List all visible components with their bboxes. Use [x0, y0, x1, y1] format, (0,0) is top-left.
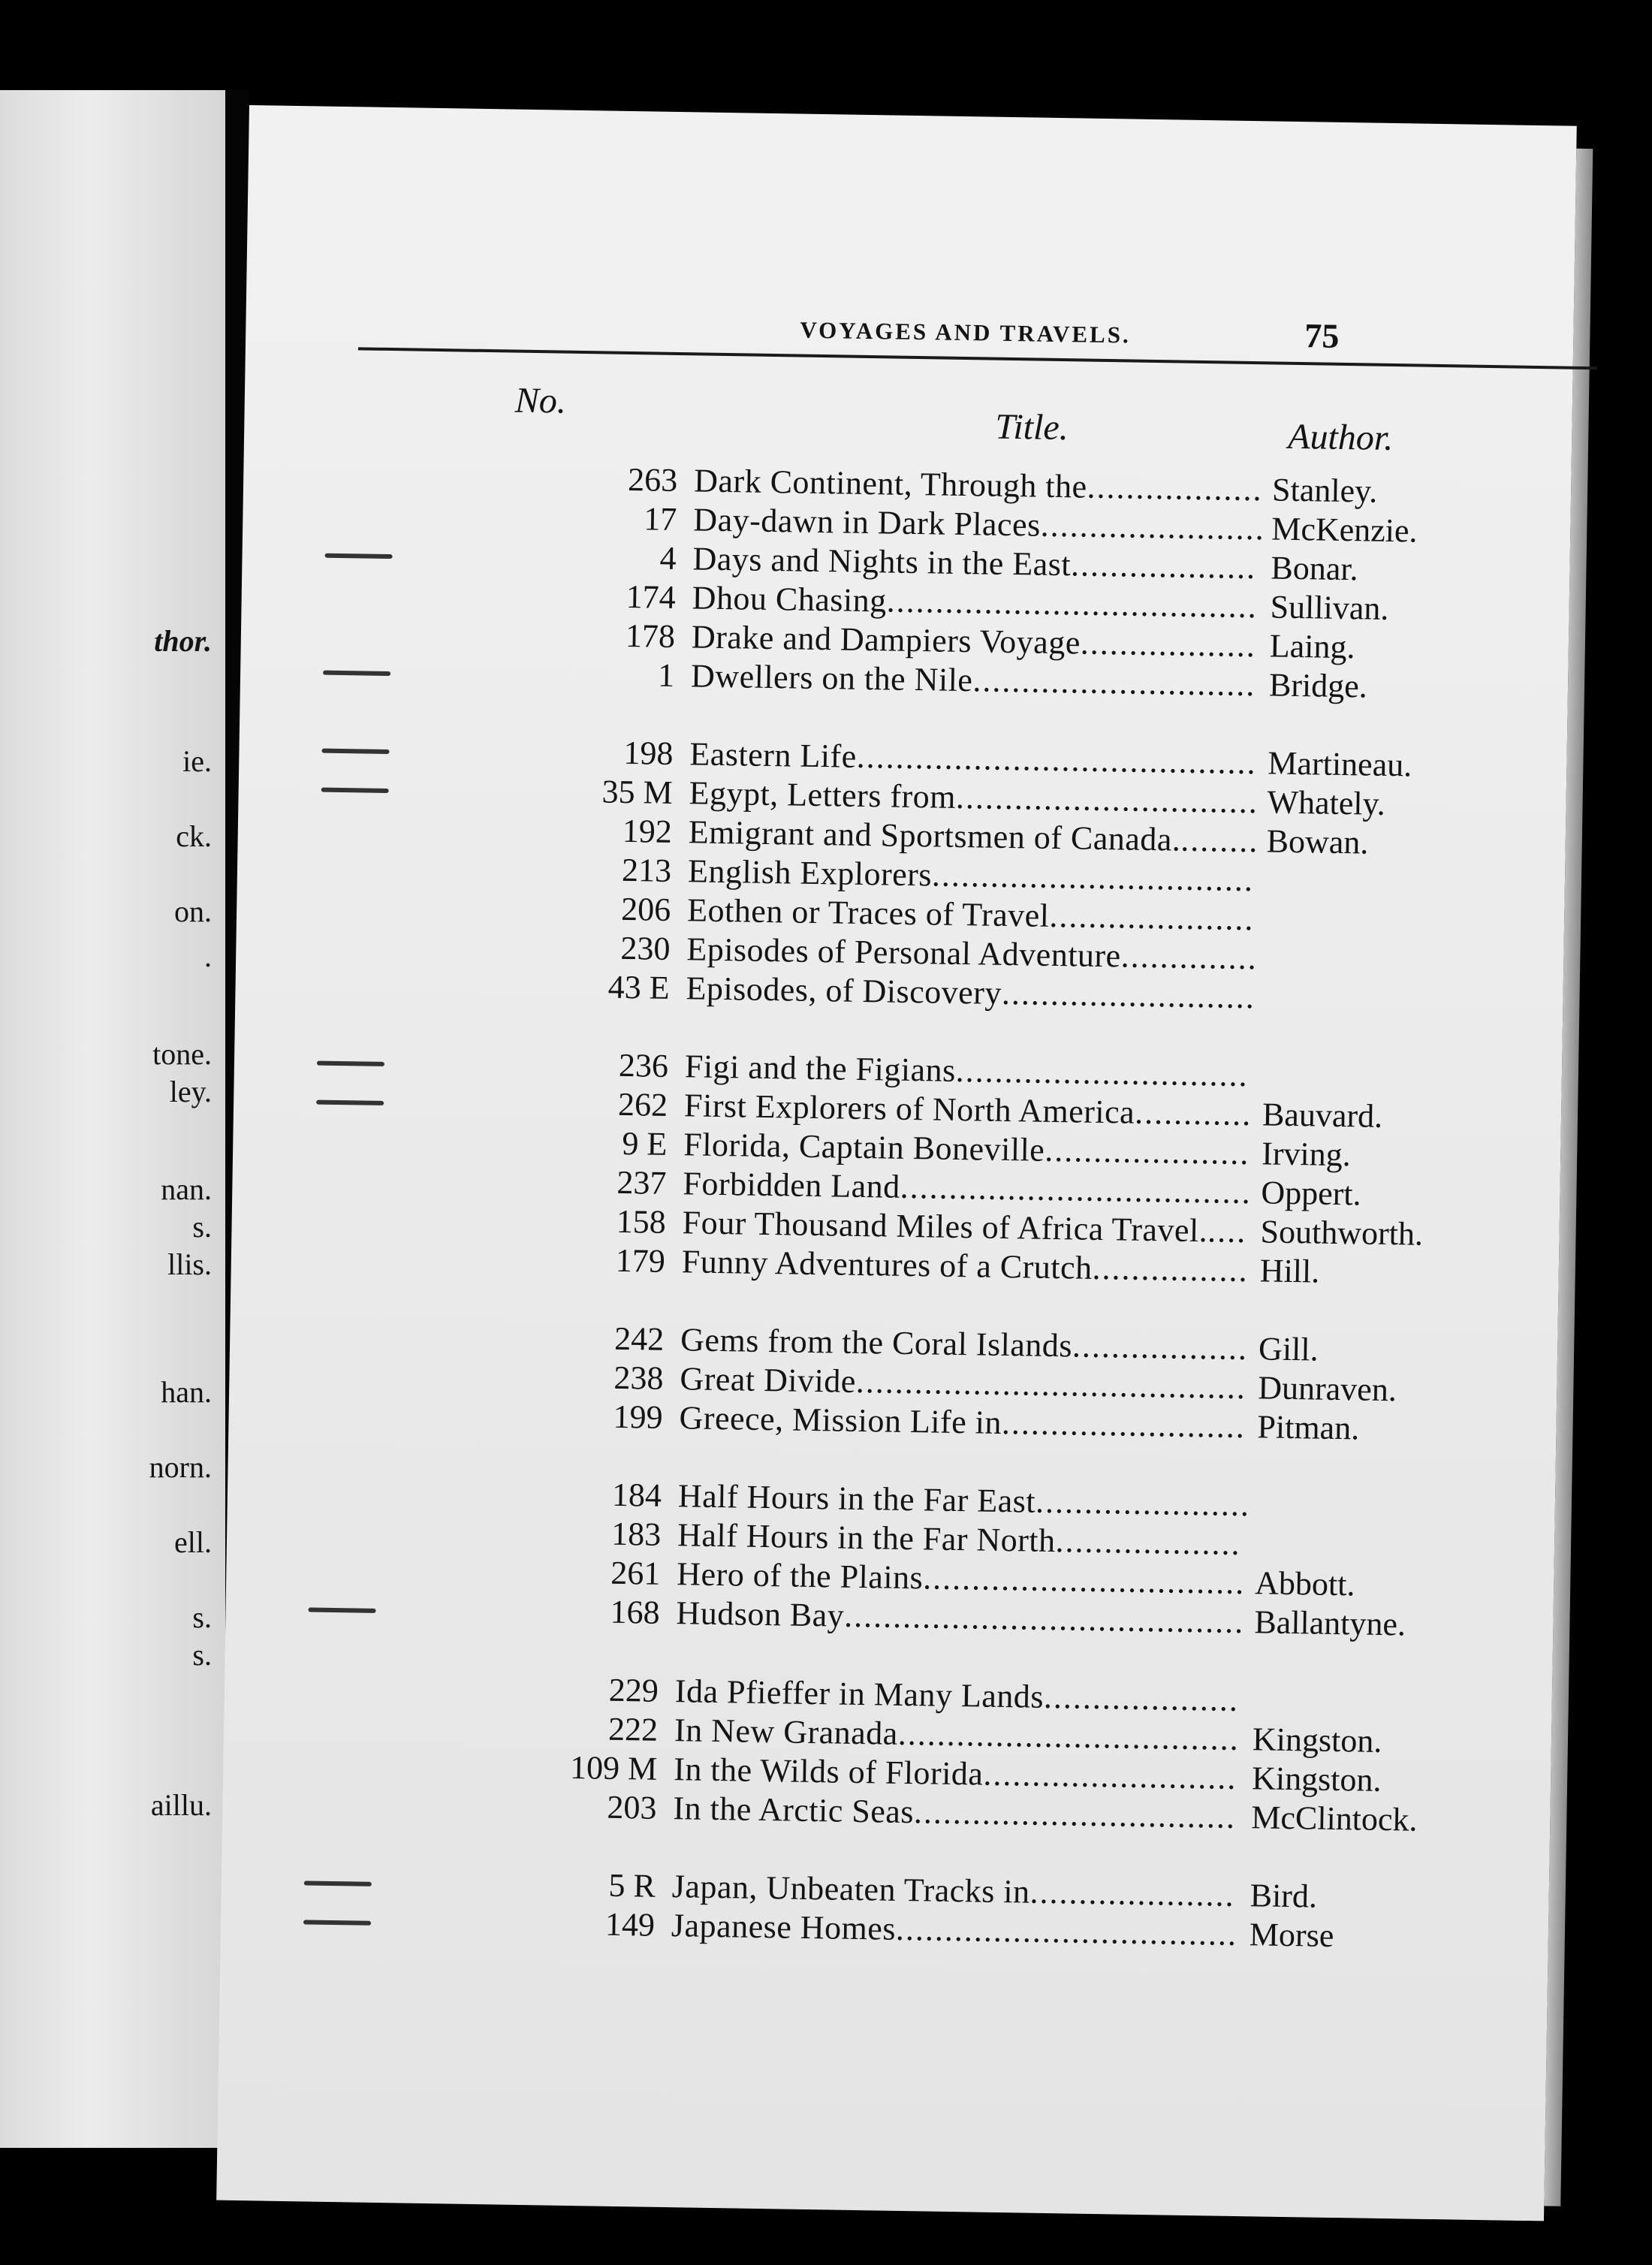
entry-number: 199 — [613, 1398, 664, 1436]
pencil-margin-mark — [303, 1920, 371, 1925]
entry-title-text: Gems from the Coral Islands — [680, 1321, 1073, 1365]
entry-number: 5 R — [608, 1866, 656, 1905]
entry-title-text: Dhou Chasing — [692, 579, 888, 620]
entry-author: Bowan. — [1266, 822, 1369, 861]
pencil-margin-mark — [317, 1061, 384, 1066]
left-page-fragment: norn. — [149, 1450, 212, 1484]
entry-title — [681, 1242, 1249, 1289]
leader-dots: ................................... — [895, 1910, 1238, 1953]
entry-number: 1 — [657, 656, 675, 694]
entry-author: Oppert. — [1261, 1174, 1361, 1213]
entry-title-text: Greece, Mission Life in — [679, 1399, 1002, 1441]
pencil-margin-mark — [323, 671, 390, 676]
leader-dots: .... — [1207, 1212, 1247, 1250]
entry-title-text: Drake and Dampiers Voyage — [691, 618, 1081, 662]
entry-title-text: Emigrant and Sportsmen of Canada. — [688, 813, 1181, 858]
entry-author: McKenzie. — [1271, 510, 1418, 550]
leader-dots: .................. — [1087, 468, 1264, 508]
entry-title-text: Episodes of Personal Adventure — [686, 930, 1122, 975]
left-page-fragment: han. — [161, 1375, 212, 1409]
entry-title-text: Great Divide — [680, 1360, 857, 1400]
entry-title — [691, 656, 1256, 704]
entry-title-text: Hero of the Plains — [676, 1555, 924, 1597]
entry-title-text: Ida Pfieffer in Many Lands — [674, 1672, 1045, 1715]
leader-dots: .............. — [1120, 937, 1259, 977]
entry-number: 43 E — [607, 968, 670, 1006]
entry-number: 179 — [615, 1241, 666, 1280]
leader-dots: ................................... — [897, 1715, 1241, 1757]
entry-title — [671, 1906, 1238, 1953]
left-page-fragment: tone. — [152, 1037, 212, 1071]
entry-author: Morse — [1249, 1916, 1334, 1954]
entry-author: Abbott. — [1254, 1564, 1355, 1603]
entry-title-text: Half Hours in the Far East — [677, 1477, 1036, 1520]
entry-author: Bonar. — [1271, 549, 1358, 588]
entry-number: 261 — [610, 1554, 661, 1592]
pencil-margin-mark — [304, 1880, 372, 1886]
entry-author: Kingston. — [1252, 1721, 1382, 1760]
leader-dots: .......................... — [983, 1755, 1237, 1796]
leader-dots: .............................. — [955, 1051, 1250, 1094]
leader-dots: ................................. — [922, 1559, 1246, 1602]
pencil-margin-mark — [316, 1100, 384, 1105]
entry-author: Sullivan. — [1270, 588, 1389, 627]
left-page-fragment: s. — [192, 1210, 212, 1244]
pencil-margin-mark — [308, 1607, 375, 1612]
leader-dots: .................................... — [900, 1168, 1253, 1211]
leader-dots: .................. — [1072, 1327, 1249, 1368]
entry-number: 17 — [644, 500, 677, 538]
entry-title — [679, 1398, 1246, 1446]
entry-number: 263 — [627, 460, 678, 499]
entry-title-text: Figi and the Figians — [684, 1048, 957, 1089]
page-number: 75 — [1304, 316, 1340, 355]
entry-number: 238 — [613, 1359, 664, 1397]
entry-number: 192 — [622, 812, 673, 850]
entry-author: Bird. — [1250, 1877, 1318, 1915]
leader-dots: ................ — [1092, 1249, 1249, 1289]
entry-number: 222 — [607, 1710, 659, 1748]
entry-author: Kingston. — [1251, 1760, 1382, 1799]
entry-number: 109 M — [569, 1748, 658, 1787]
entry-title-text: First Explorers of North America — [683, 1087, 1135, 1131]
entry-author: McClintock. — [1250, 1799, 1418, 1838]
entry-title-text: Japanese Homes — [671, 1907, 897, 1947]
entry-author: Dunraven. — [1257, 1369, 1397, 1409]
left-page-fragment: llis. — [167, 1247, 212, 1281]
entry-number: 229 — [608, 1671, 659, 1709]
left-page-fragment: nan. — [161, 1172, 212, 1206]
entry-number: 158 — [616, 1202, 667, 1241]
entry-number: 262 — [617, 1085, 668, 1123]
pencil-margin-mark — [325, 553, 393, 559]
leader-dots: ................................. — [913, 1793, 1237, 1835]
left-page-fragment: s. — [192, 1600, 212, 1634]
entry-author: Stanley. — [1271, 471, 1378, 510]
entry-number: 35 M — [601, 773, 674, 811]
entry-author: Laing. — [1269, 627, 1355, 666]
entry-author: Whately. — [1267, 783, 1386, 822]
entry-author: Irving. — [1261, 1135, 1352, 1174]
leader-dots: ..................... — [1049, 897, 1255, 938]
leader-dots: .................. — [1080, 624, 1257, 665]
entry-author: Hill. — [1259, 1252, 1320, 1290]
leader-dots: .......................... — [1001, 974, 1256, 1016]
entry-title-text: In the Wilds of Florida — [673, 1751, 984, 1793]
leader-dots: ................................. — [931, 856, 1255, 899]
entry-number: 230 — [620, 929, 671, 967]
entry-author: Pitman. — [1257, 1408, 1360, 1447]
leader-dots: ...................................... — [886, 582, 1259, 626]
left-page-fragment: ley. — [169, 1075, 212, 1108]
column-header-author: Author. — [1287, 416, 1394, 458]
entry-title-text: Day-dawn in Dark Places — [693, 501, 1042, 544]
entry-title — [673, 1789, 1236, 1836]
entry-author: Ballantyne. — [1254, 1603, 1406, 1643]
entry-title-text: Half Hours in the Far North — [677, 1516, 1057, 1560]
pencil-margin-mark — [321, 788, 389, 793]
entry-title-text: Forbidden Land — [683, 1165, 901, 1205]
entry-title-text: Funny Adventures of a Crutch — [681, 1243, 1093, 1286]
leader-dots: ................... — [1055, 1522, 1241, 1562]
entry-number: 183 — [610, 1515, 662, 1553]
left-page-fragment: on. — [174, 894, 212, 928]
left-page-fragment: s. — [192, 1638, 212, 1672]
entry-title-text: Eastern Life — [689, 735, 858, 775]
pencil-margin-mark — [321, 749, 389, 754]
entry-title-text: Episodes, of Discovery — [686, 970, 1002, 1012]
entry-title-text: Japan, Unbeaten Tracks in — [671, 1868, 1031, 1911]
entry-number: 203 — [607, 1788, 657, 1826]
entry-author: Bridge. — [1268, 666, 1368, 705]
leader-dots: ........ — [1180, 821, 1259, 860]
left-page-fragment: thor. — [154, 624, 212, 658]
entry-title — [676, 1594, 1244, 1641]
entry-title-text: Florida, Captain Boneville — [683, 1126, 1045, 1169]
leader-dots: ............ — [1134, 1093, 1253, 1133]
entry-number: 174 — [626, 578, 677, 616]
entry-number: 236 — [618, 1046, 669, 1084]
entry-title-text: English Explorers — [687, 852, 933, 894]
entry-number: 168 — [610, 1593, 660, 1631]
leader-dots: ........................................ — [855, 1362, 1247, 1407]
entry-author: Gill. — [1258, 1330, 1319, 1368]
entry-title-text: Eothen or Traces of Travel — [686, 891, 1050, 934]
left-page-fragment: . — [204, 939, 212, 973]
entry-number: 237 — [616, 1163, 667, 1202]
entry-number: 206 — [620, 890, 671, 928]
entry-author: Southworth. — [1260, 1213, 1424, 1253]
leader-dots: ............................. — [972, 662, 1256, 704]
entry-number: 4 — [659, 539, 677, 578]
leader-dots: ...................... — [1035, 1482, 1251, 1524]
leader-dots: .................... — [1043, 1678, 1240, 1718]
entry-number: 184 — [611, 1476, 662, 1514]
entry-title-text: In New Granada — [674, 1712, 899, 1752]
entry-number: 9 E — [622, 1124, 668, 1163]
leader-dots: ..................... — [1044, 1131, 1250, 1172]
left-page-fragment: ell. — [174, 1525, 212, 1559]
left-page-fragment: aillu. — [150, 1788, 212, 1822]
right-page — [216, 105, 1577, 2221]
leader-dots: ....................... — [1040, 506, 1266, 547]
leader-dots: ......................................... — [843, 1597, 1245, 1641]
left-facing-page — [0, 90, 225, 2148]
entry-title-text: In the Arctic Seas — [673, 1790, 915, 1831]
entry-title-text: Egypt, Letters from — [689, 774, 957, 816]
column-header-no: No. — [514, 380, 567, 421]
entry-number: 178 — [625, 617, 676, 655]
entry-title-text: Dwellers on the Nile — [690, 657, 973, 699]
leader-dots: ..................... — [1029, 1873, 1235, 1914]
leader-dots: ......................................... — [856, 737, 1258, 782]
entry-title — [686, 969, 1256, 1016]
entry-number: 198 — [623, 734, 674, 772]
running-title: VOYAGES AND TRAVELS. — [800, 316, 1132, 348]
entry-title-text: Dark Continent, Through the — [693, 462, 1088, 505]
entry-number: 213 — [621, 851, 672, 889]
leader-dots: ............................... — [955, 778, 1259, 821]
left-page-fragment: ck. — [176, 819, 212, 853]
left-page-fragment: ie. — [182, 744, 212, 778]
entry-title-text: Four Thousand Miles of Africa Travel. — [682, 1204, 1208, 1250]
leader-dots: ......................... — [1001, 1404, 1247, 1446]
entry-title-text: Days and Nights in the East — [692, 540, 1072, 584]
entry-author: Bauvard. — [1262, 1096, 1383, 1135]
entry-number: 149 — [604, 1905, 656, 1944]
leader-dots: ................... — [1070, 546, 1257, 587]
entry-number: 242 — [613, 1319, 665, 1358]
entry-author: Martineau. — [1268, 744, 1412, 784]
column-header-title: Title. — [994, 406, 1069, 448]
entry-title-text: Hudson Bay — [676, 1594, 845, 1634]
